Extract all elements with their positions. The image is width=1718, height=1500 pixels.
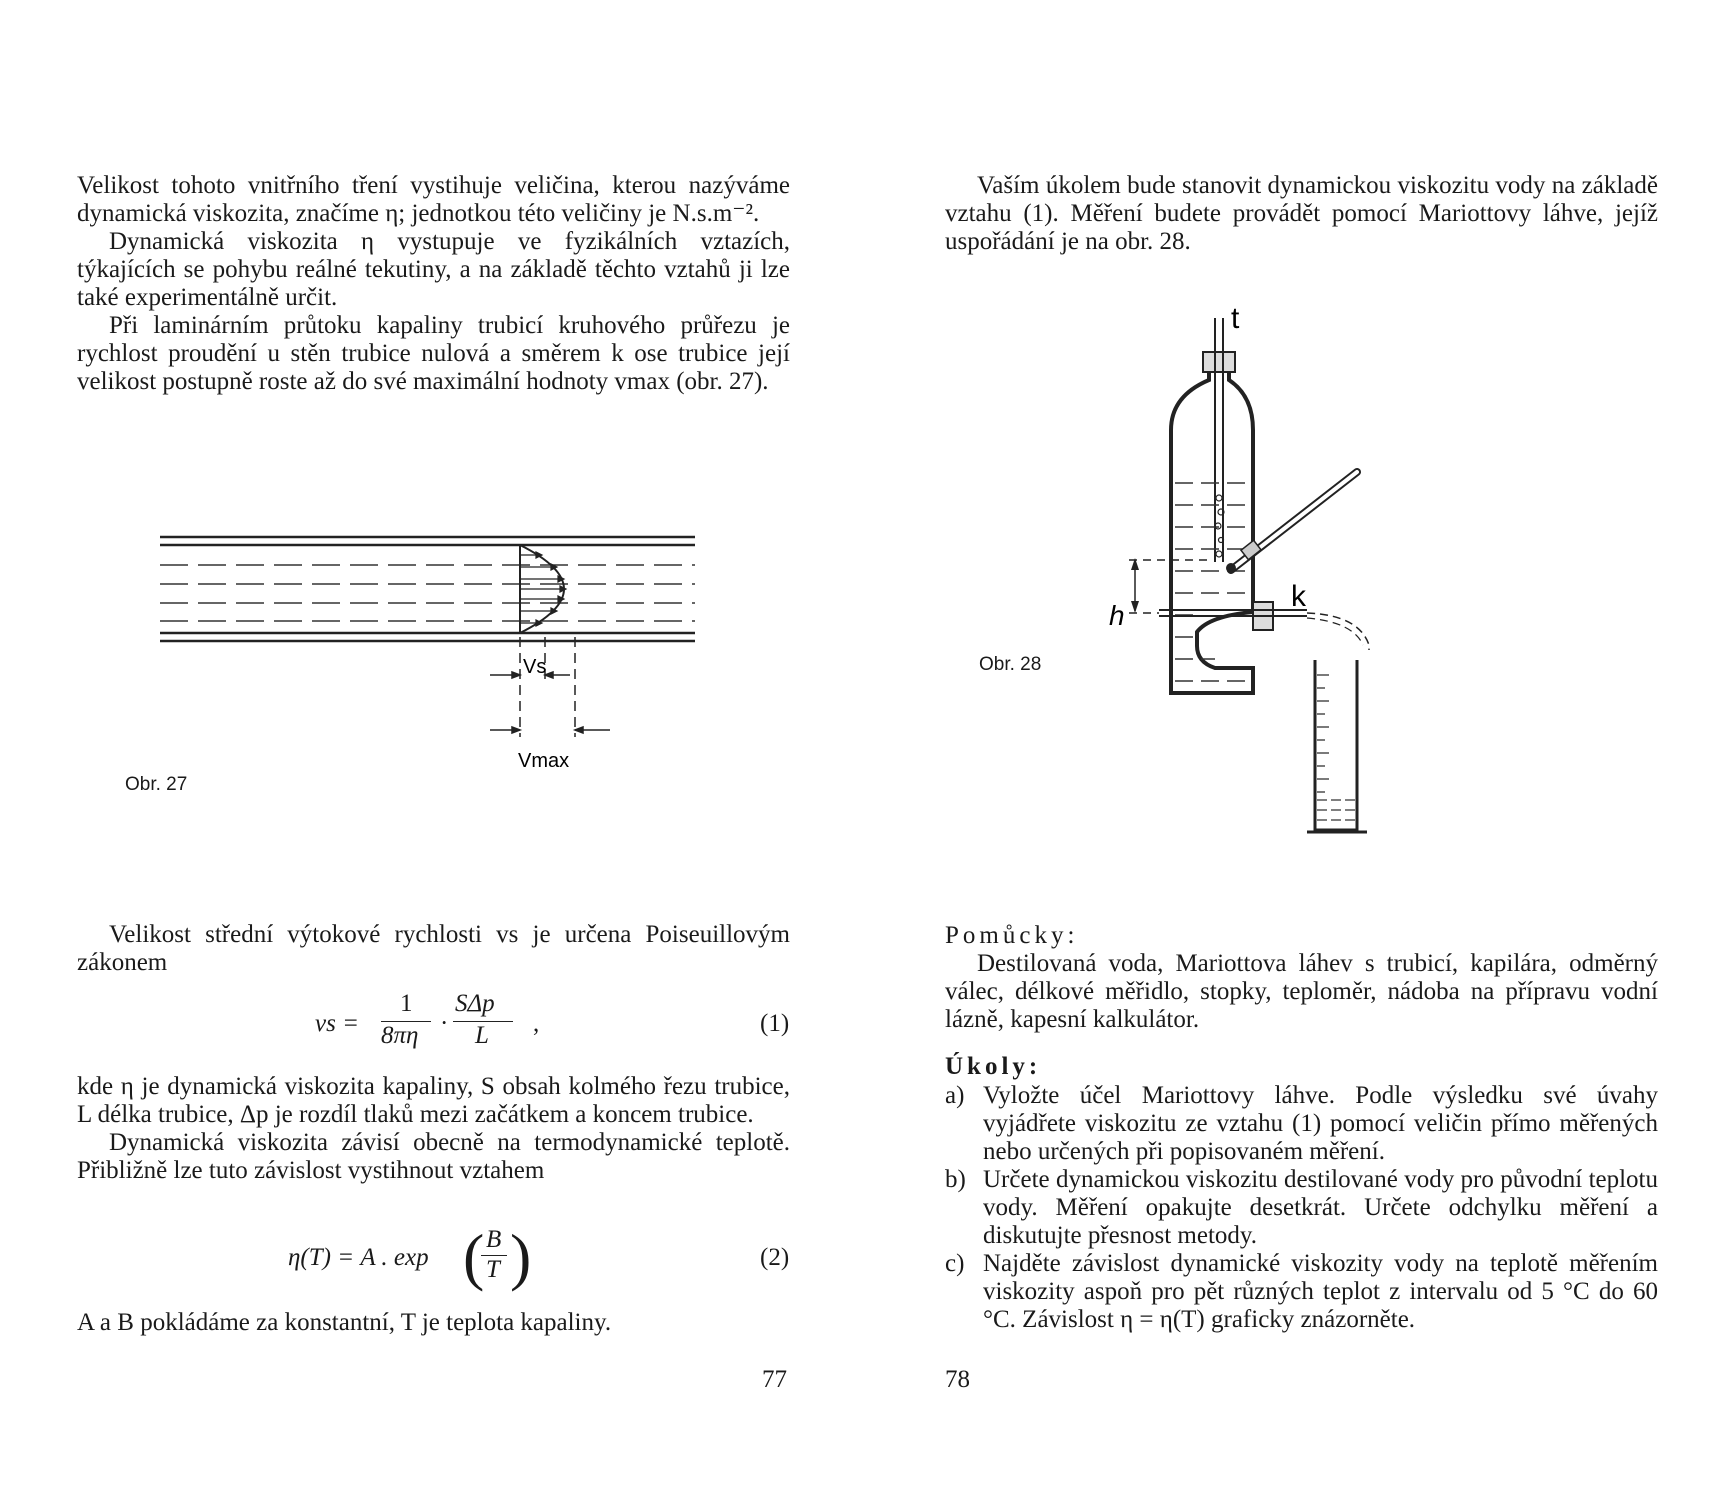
poiseuille-text: Velikost střední výtokové rychlosti vs je určena Poiseuillovým zákonem xyxy=(77,921,790,976)
intro-text xyxy=(77,172,790,396)
outflow-stream xyxy=(1307,613,1369,650)
stopper xyxy=(1203,352,1235,372)
equation-number: (1) xyxy=(760,1010,790,1037)
equation-number: (2) xyxy=(760,1244,790,1271)
page-number: 78 xyxy=(945,1366,970,1393)
task-item: c) Najděte závislost dynamické viskozity vody na teplotě měřením viskozity aspoň pro pět různých teplot z intervalu od 5 °C do 60 °C. Závislost η = η(T) graficky znázorněte. xyxy=(945,1250,1658,1333)
formula-2: η(T) = A . exp ( B T ) (2) xyxy=(288,1221,790,1292)
ukoly-heading: Úkoly: xyxy=(945,1053,1042,1080)
thermometer xyxy=(1226,472,1357,573)
where-text: kde η je dynamická viskozita kapaliny, S obsah kolmého řezu trubice, L délka trubice, Δp je rozdíl tlaků mezi začátkem a koncem trubice. Dynamická viskozita závisí obecně na termodynamické teplotě. Přibližně lze tuto závislost vystihnout vztahem xyxy=(77,1073,790,1184)
constants-text: A a B pokládáme za konstantní, T je teplota kapaliny. xyxy=(77,1309,612,1336)
figure-28-mariotte-bottle xyxy=(1109,300,1559,860)
pomucky-text: Destilovaná voda, Mariottova láhev s trubicí, kapilára, odměrný válec, délkové měřidlo, stopky, teploměr, nádoba na přípravu vodní lázně, kapesní kalkulátor. xyxy=(945,950,1658,1033)
vmax-label: Vmax xyxy=(518,750,570,772)
task-item: b) Určete dynamickou viskozitu destilované vody pro původní teplotu vody. Měření opakujte desetkrát. Určete odchylku měření a diskutujte přesnost metody. xyxy=(945,1166,1658,1249)
pomucky-heading: Pomůcky: xyxy=(945,922,1079,949)
paragraph: Velikost tohoto vnitřního tření vystihuje veličina, kterou nazýváme dynamická viskozita, značíme η; jednotkou této veličiny je N.s.m⁻². xyxy=(77,172,790,227)
right-page xyxy=(859,0,1718,1500)
formula-1: vs = 1 8πη · SΔp L , (1) xyxy=(315,990,790,1049)
figure-27-caption: Obr. 27 xyxy=(125,774,188,795)
page-number: 77 xyxy=(762,1366,787,1393)
bottle-outline xyxy=(1171,352,1253,693)
paragraph: Dynamická viskozita η vystupuje ve fyzikálních vztazích, týkajících se pohybu reálné tekutiny, a na základě těchto vztahů ji lze také experimentálně určit. xyxy=(77,228,790,311)
capillary-label-k: k xyxy=(1291,580,1306,613)
intro-text: Vaším úkolem bude stanovit dynamickou viskozitu vody na základě vztahu (1). Měření budete provádět pomocí Mariottovy láhve, jejíž uspořádání je na obr. 28. xyxy=(945,172,1658,255)
task-item: a) Vyložte účel Mariottovy láhve. Podle výsledku své úvahy vyjádřete viskozitu ze vztahu (1) pomocí veličin přímo měřených nebo určených při popisovaném měření. xyxy=(945,1082,1658,1165)
tube-label-t: t xyxy=(1231,302,1240,335)
vs-label: Vs xyxy=(523,656,547,678)
figure-27-velocity-profile xyxy=(150,525,710,775)
height-label-h: h xyxy=(1109,600,1125,631)
paragraph: Při laminárním průtoku kapaliny trubicí kruhového průřezu je rychlost proudění u stěn trubice nulová a směrem k ose trubice její velikost postupně roste až do své maximální hodnoty vmax (obr. 27). xyxy=(77,312,790,395)
water-dashes xyxy=(1175,483,1249,681)
task-list xyxy=(945,1082,1658,1334)
measuring-cylinder xyxy=(1307,660,1367,832)
figure-28-caption: Obr. 28 xyxy=(979,654,1042,675)
